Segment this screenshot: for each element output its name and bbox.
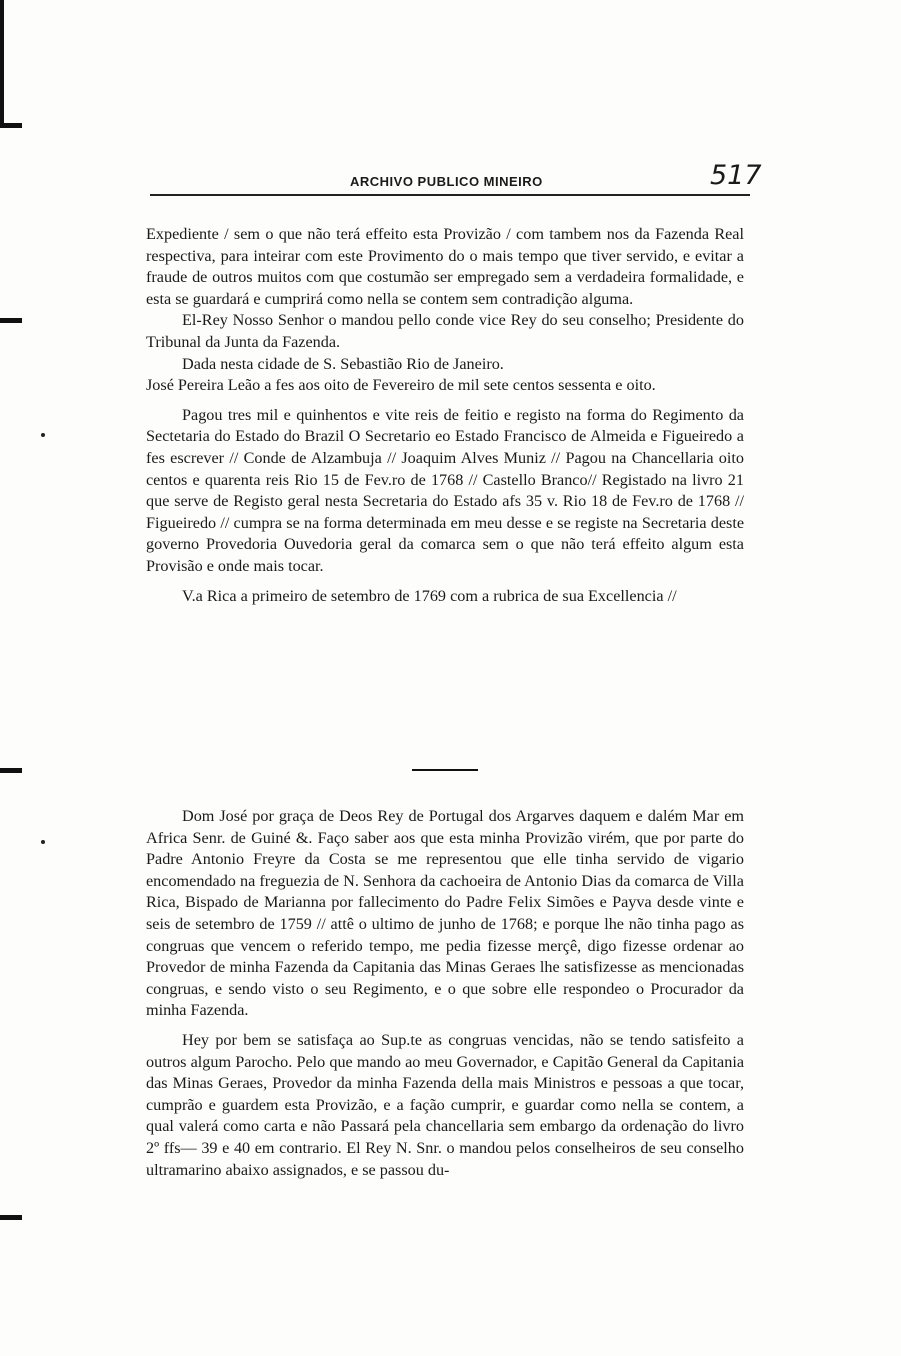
- paragraph: Expediente / sem o que não terá effeito esta Provizão / com tambem nos da Fazenda Real respectiva, para inteirar com este Provimento do o mais tempo que tiver servido, e evitar a fraude de outros muitos com que costumão ser empregado sem a verdadeira formalidade, e esta se guardará e cumprirá como nella se contem sem contradição alguma.: [146, 225, 744, 308]
- paragraph: Dada nesta cidade de S. Sebastião Rio de Janeiro.: [182, 354, 504, 373]
- paragraph: José Pereira Leão a fes aos oito de Fevereiro de mil sete centos sessenta e oito.: [146, 376, 656, 395]
- paragraph: El-Rey Nosso Senhor o mandou pello conde vice Rey do seu conselho; Presidente do Tribunal da Junta da Fazenda.: [146, 311, 744, 351]
- paragraph: Pagou tres mil e quinhentos e vite reis de feitio e registo na forma do Regimento da Sectetaria do Estado do Brazil O Secretario eo Estado Francisco de Almeida e Figueiredo a fes escrever // Conde de Alzambuja // Joaquim Alves Muniz // Pagou na Chancellaria oito centos e quarenta reis Rio 15 de Fev.ro de 1768 // Castello Branco// Registado na livro 21 que serve de Registo geral nesta Secretaria do Estado afs 35 v. Rio 18 de Fev.ro de 1768 // Figueiredo // cumpra se na forma determinada em meu desse e se registe na Secretaria deste governo Provedoria Ouvedoria geral da comarca sem o que não terá effeito algum esta Provisão e onde mais tocar.: [146, 405, 744, 575]
- document-2-text: [146, 806, 744, 1181]
- page-edge-mark: [0, 1215, 22, 1220]
- paragraph: Hey por bem se satisfaça ao Sup.te as congruas vencidas, não se tendo satisfeito a outros algum Parocho. Pelo que mando ao meu Governador, e Capitão General da Capitania das Minas Geraes, Provedor da minha Fazenda della mais Ministros e pessoas a que tocar, cumprão e guardem esta Provizão, e a fação cumprir, e guardar como nella se contem, a qual valerá como carta e não Passará pela chancellaria sem embargo da ordenação do livro 2º ffs— 39 e 40 em contrario. El Rey N. Snr. o mandou pelos conselheiros de seu conselho ultramarino abaixo assignados, e se passou du-: [146, 1030, 744, 1179]
- section-divider: [412, 769, 478, 771]
- page-edge-mark: [0, 768, 22, 773]
- page-edge-mark: [0, 318, 22, 323]
- running-title: ARCHIVO PUBLICO MINEIRO: [350, 174, 543, 189]
- header-rule: [150, 194, 750, 196]
- page-number: 517: [710, 160, 762, 191]
- page-header: [150, 160, 762, 200]
- ink-speck: [41, 433, 45, 437]
- document-1-text: [146, 224, 744, 607]
- page-edge-binding-line: [0, 0, 4, 125]
- paragraph: Dom José por graça de Deos Rey de Portugal dos Argarves daquem e dalém Mar em Africa Senr. de Guiné &. Faço saber aos que esta minha Provizão virém, que por parte do Padre Antonio Freyre da Costa se me representou que elle tinha servido de vigario encomendado na freguezia de N. Senhora da cachoeira de Antonio Dias da comarca de Villa Rica, Bispado de Marianna por fallecimento do Padre Felix Simões e Payva desde vinte e seis de setembro de 1759 // attê o ultimo de junho de 1768; e porque lhe não tinha pago as congruas que vencem o referido tempo, me pedia fizesse merçê, digo fizesse ordenar ao Provedor de minha Fazenda da Capitania das Minas Geraes lhe satisfizesse as mencionadas congruas, e sendo visto o seu Regimento, e o que sobre elle respondeo o Procurador da minha Fazenda.: [146, 807, 744, 1020]
- page-edge-mark: [0, 123, 22, 128]
- paragraph: V.a Rica a primeiro de setembro de 1769 com a rubrica de sua Excellencia //: [182, 586, 677, 605]
- ink-speck: [41, 840, 45, 844]
